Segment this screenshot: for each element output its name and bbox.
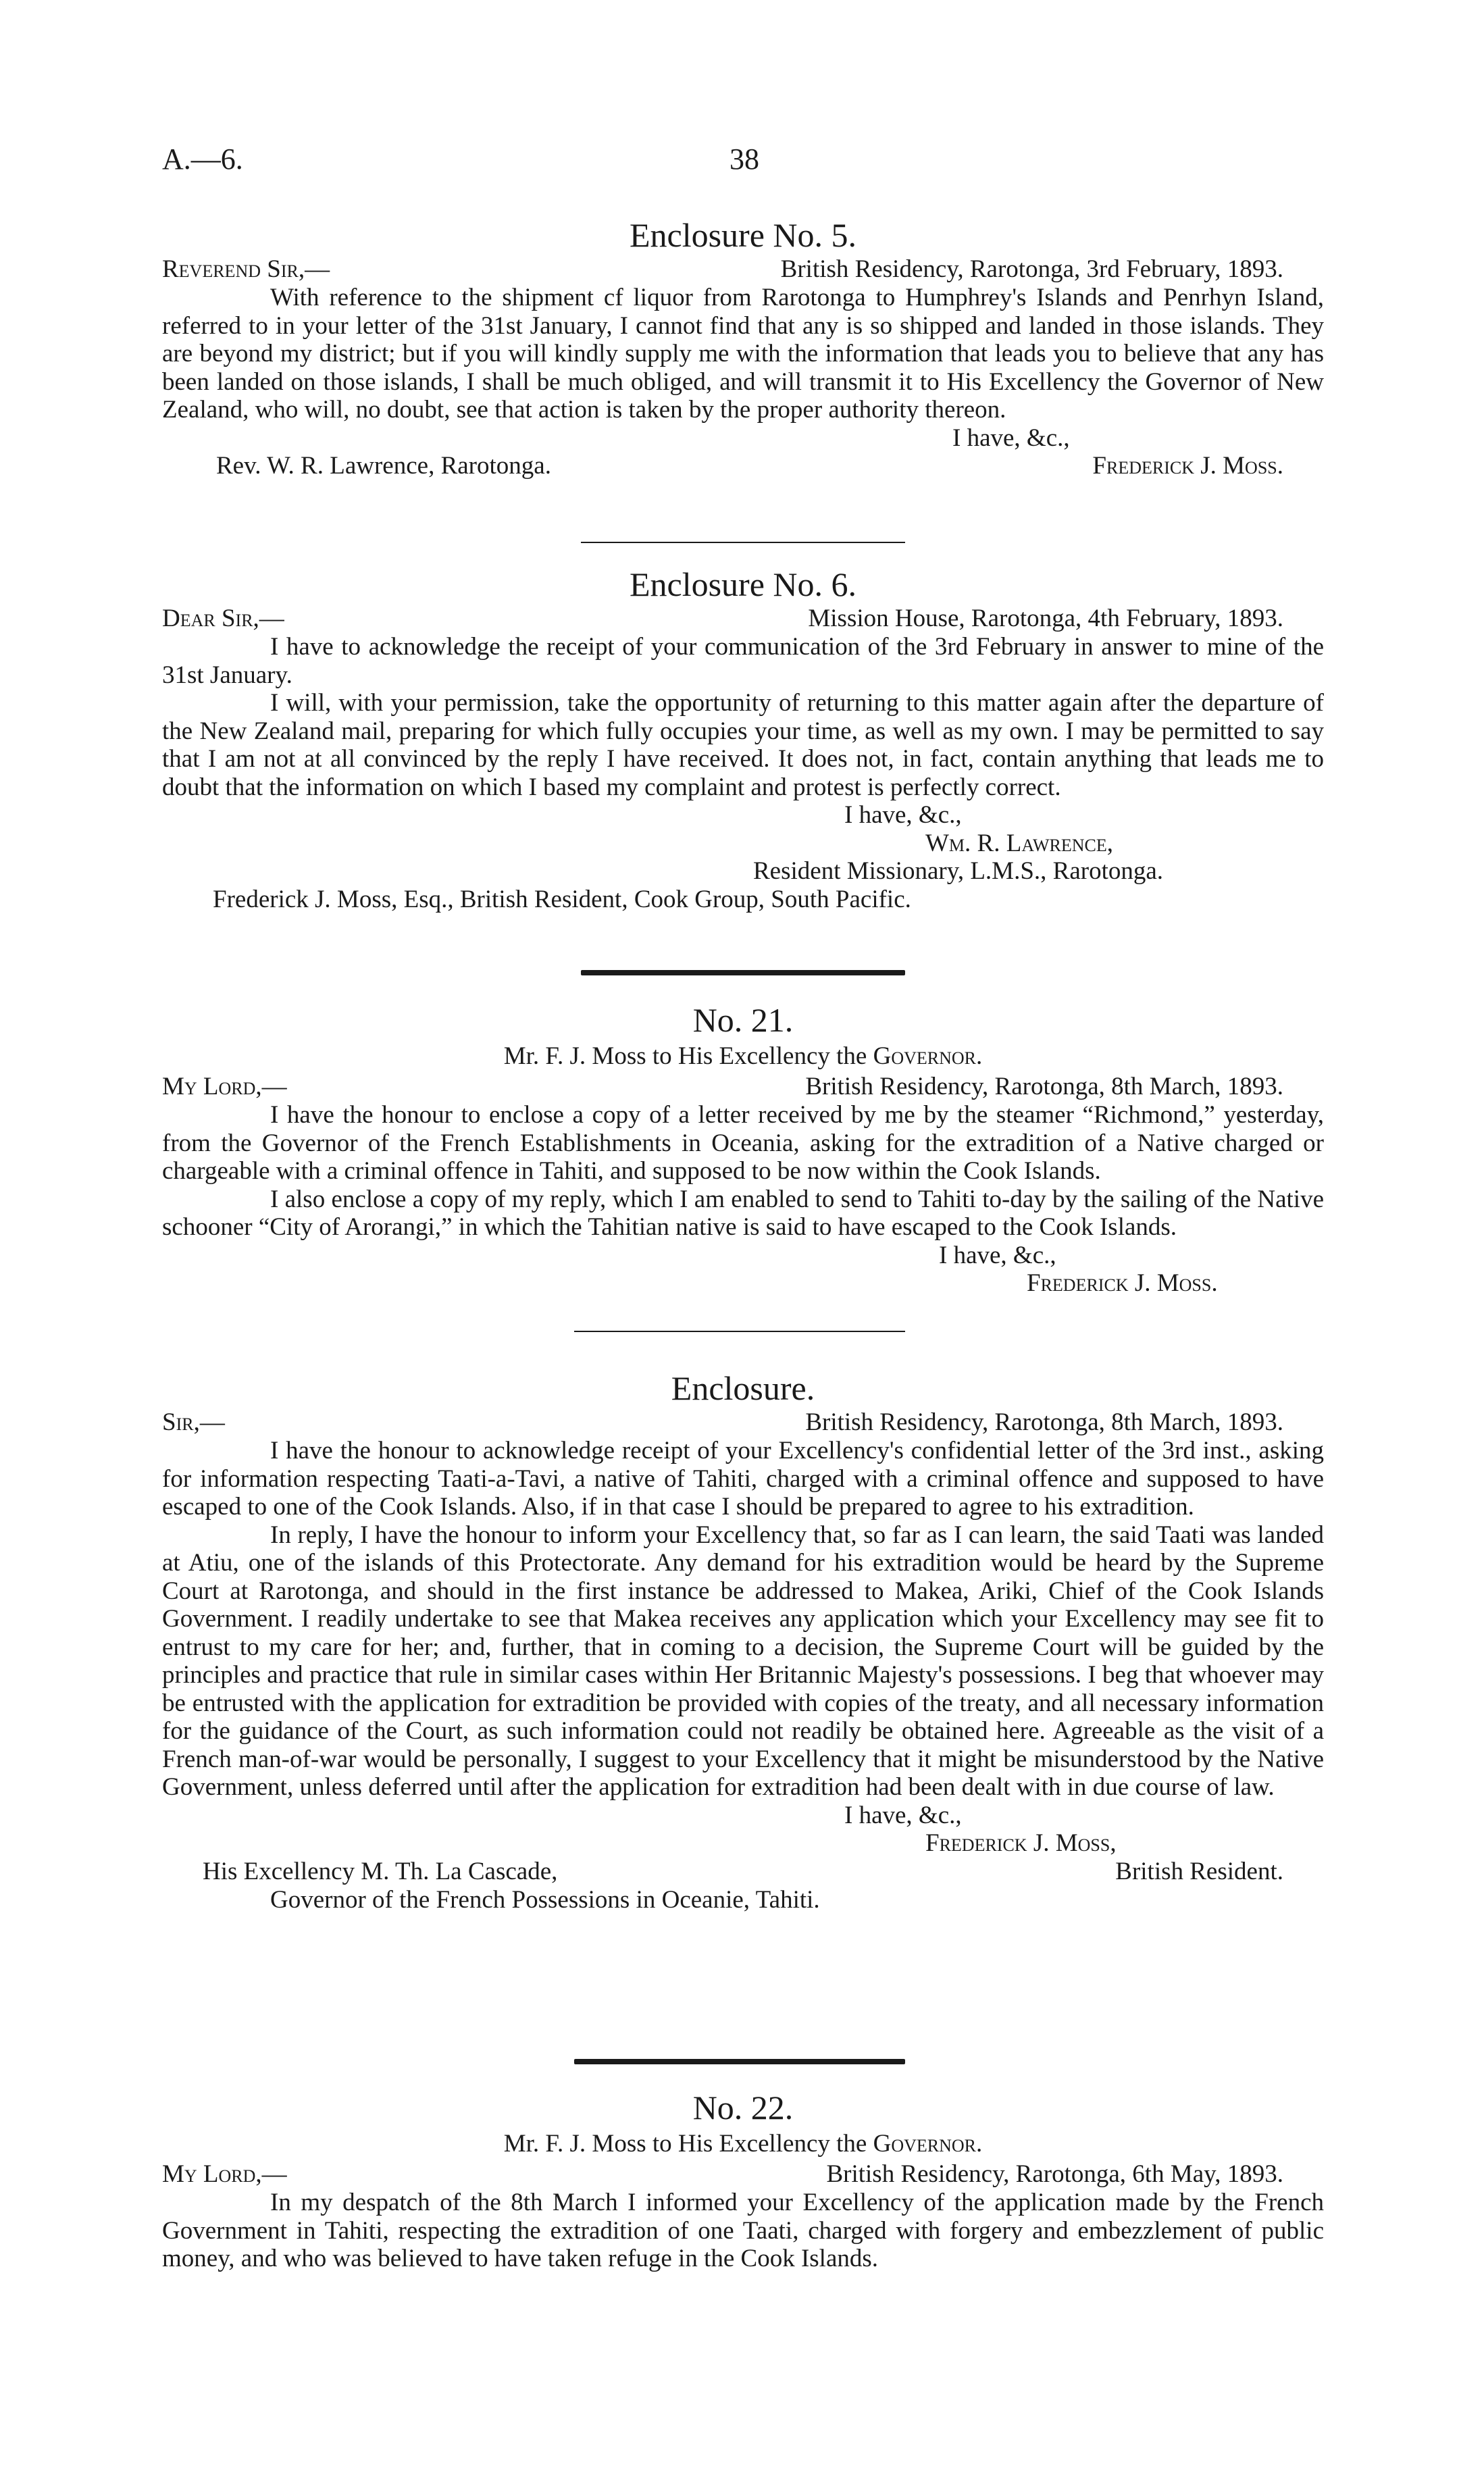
letter-paragraph-2: In reply, I have the honour to inform your Excellency that, so far as I can learn, the said Taati was landed at Atiu, one of the islands of this Protectorate. Any demand for his extradition would be heard by the Supreme Court at Rarotonga, and should in the first instance be addressed to Makea, Ariki, Chief of the Cook Islands Government. I readily undertake to see that Makea receives any application which your Excellency may see fit to entrust to my care for her; and, further, that in coming to a decision, the Supreme Court will be guided by the principles and practice that rule in similar cases within Her Britannic Majesty's possessions. I beg that whoever may be entrusted with the application for extradition be provided with copies of the treaty, and all necessary information for the guidance of the Court, as such information could not readily be obtained here. Agreeable as the visit of a French man-of-war would be personally, I suggest to your Excellency that it might be misunderstood by the Native Government, unless deferred until after the application for extradition had been dealt with in due course of law. (162, 1521, 1324, 1801)
closing: I have, &c., (939, 1241, 1056, 1269)
signature: Frederick J. Moss. (1092, 452, 1283, 480)
section-divider-thick (574, 2059, 905, 2064)
salutation: My Lord,— (162, 2160, 287, 2188)
dateline: British Residency, Rarotonga, 6th May, 1893. (826, 2160, 1283, 2188)
enclosure-21 (162, 1368, 1324, 1914)
enclosure-6-address-row (162, 605, 1324, 633)
enclosure-sign-row (162, 1858, 1324, 1886)
signatory-title: British Resident. (1115, 1857, 1283, 1885)
subheading-recipient: Governor. (873, 1042, 983, 1070)
dateline: British Residency, Rarotonga, 8th March, 1893. (805, 1408, 1283, 1436)
subheading-recipient: Governor. (873, 2130, 983, 2158)
letter-paragraph-2: I also enclose a copy of my reply, which I am enabled to send to Tahiti to-day by the sailing of the Native schooner “City of Arorangi,” in which the Tahitian native is said to have escaped to the Cook Islands. (162, 1185, 1324, 1241)
letter-no-21 (162, 1000, 1324, 1298)
page-number: 38 (730, 143, 759, 176)
enclosure-5-address-row (162, 255, 1324, 284)
subheading-text: Mr. F. J. Moss to His Excellency the (503, 2130, 867, 2158)
letter-paragraph-1: I have the honour to acknowledge receipt of your Excellency's confidential letter of the 3rd inst., asking for information respecting Taati-a-Tavi, a native of Tahiti, charged with a criminal offence and supposed to have escaped to one of the Cook Islands. Also, if in that case I should be prepared to agree to his extradition. (162, 1437, 1324, 1521)
enclosure-address-row (162, 1408, 1324, 1437)
letter-no-21-address-row (162, 1073, 1324, 1101)
letter-paragraph-1: I have to acknowledge the receipt of your communication of the 3rd February in answer to mine of the 31st January. (162, 633, 1324, 689)
letter-no-21-subheading (162, 1040, 1324, 1073)
page-header (162, 142, 1324, 189)
section-divider (581, 542, 905, 543)
letter-paragraph-2: I will, with your permission, take the opportunity of returning to this matter again after the departure of the New Zealand mail, preparing for which fully occupies your time, as well as my own. I may be permitted to say that I am not at all convinced by the reply I have received. It does not, in fact, contain anything that leads me to doubt that the information on which I based my complaint and protest is perfectly correct. (162, 689, 1324, 801)
letter-body: With reference to the shipment cf liquor from Rarotonga to Humphrey's Islands and Penrhyn Island, referred to in your letter of the 31st January, I cannot find that any is so shipped and landed in those islands. They are beyond my district; but if you will kindly supply me with the information that leads you to believe that any has been landed on those islands, I shall be much obliged, and will transmit it to His Excellency the Governor of New Zealand, who will, no doubt, see that action is taken by the proper authority thereon. (162, 284, 1324, 424)
signatory-title: Resident Missionary, L.M.S., Rarotonga. (753, 857, 1164, 885)
letter-no-21-heading: No. 21. (692, 1001, 794, 1039)
addressee: Frederick J. Moss, Esq., British Resident, Cook Group, South Pacific. (213, 885, 911, 913)
enclosure-5 (162, 215, 1324, 480)
letter-no-22-heading: No. 22. (692, 2089, 794, 2126)
signature: Wm. R. Lawrence, (925, 829, 1114, 857)
signature: Frederick J. Moss. (1027, 1269, 1218, 1297)
section-divider (574, 1331, 905, 1332)
addressee: His Excellency M. Th. La Cascade, (203, 1857, 558, 1885)
salutation: Reverend Sir,— (162, 255, 330, 283)
document-reference: A.—6. (162, 143, 243, 176)
salutation: Sir,— (162, 1408, 225, 1436)
enclosure-5-sign-row (162, 452, 1324, 480)
letter-no-22-subheading (162, 2128, 1324, 2160)
closing: I have, &c., (952, 424, 1070, 452)
signature: Frederick J. Moss, (925, 1829, 1117, 1857)
closing: I have, &c., (844, 1801, 962, 1829)
letter-paragraph-1: In my despatch of the 8th March I informed your Excellency of the application made by the French Government in Tahiti, respecting the extradition of one Taati, charged with forgery and embezzlement of public money, and who was believed to have taken refuge in the Cook Islands. (162, 2189, 1324, 2272)
enclosure-5-heading: Enclosure No. 5. (629, 216, 857, 254)
section-divider-thick (581, 970, 905, 975)
salutation: Dear Sir,— (162, 605, 284, 632)
letter-no-22-address-row (162, 2160, 1324, 2189)
enclosure-heading: Enclosure. (671, 1369, 815, 1407)
dateline: British Residency, Rarotonga, 3rd February, 1893. (780, 255, 1283, 283)
addressee-title: Governor of the French Possessions in Oceanie, Tahiti. (270, 1885, 820, 1914)
enclosure-6 (162, 564, 1324, 913)
salutation: My Lord,— (162, 1073, 287, 1100)
dateline: British Residency, Rarotonga, 8th March, 1893. (805, 1073, 1283, 1100)
dateline: Mission House, Rarotonga, 4th February, 1893. (808, 605, 1283, 632)
addressee: Rev. W. R. Lawrence, Rarotonga. (216, 452, 551, 480)
letter-paragraph-1: I have the honour to enclose a copy of a letter received by me by the steamer “Richmond,” yesterday, from the Governor of the French Establishments in Oceania, asking for the extradition of a Native charged or chargeable with a criminal offence in Tahiti, and supposed to be now within the Cook Islands. (162, 1101, 1324, 1185)
letter-no-22 (162, 2087, 1324, 2273)
subheading-text: Mr. F. J. Moss to His Excellency the (503, 1042, 867, 1070)
closing: I have, &c., (844, 801, 962, 829)
enclosure-6-heading: Enclosure No. 6. (629, 565, 857, 603)
